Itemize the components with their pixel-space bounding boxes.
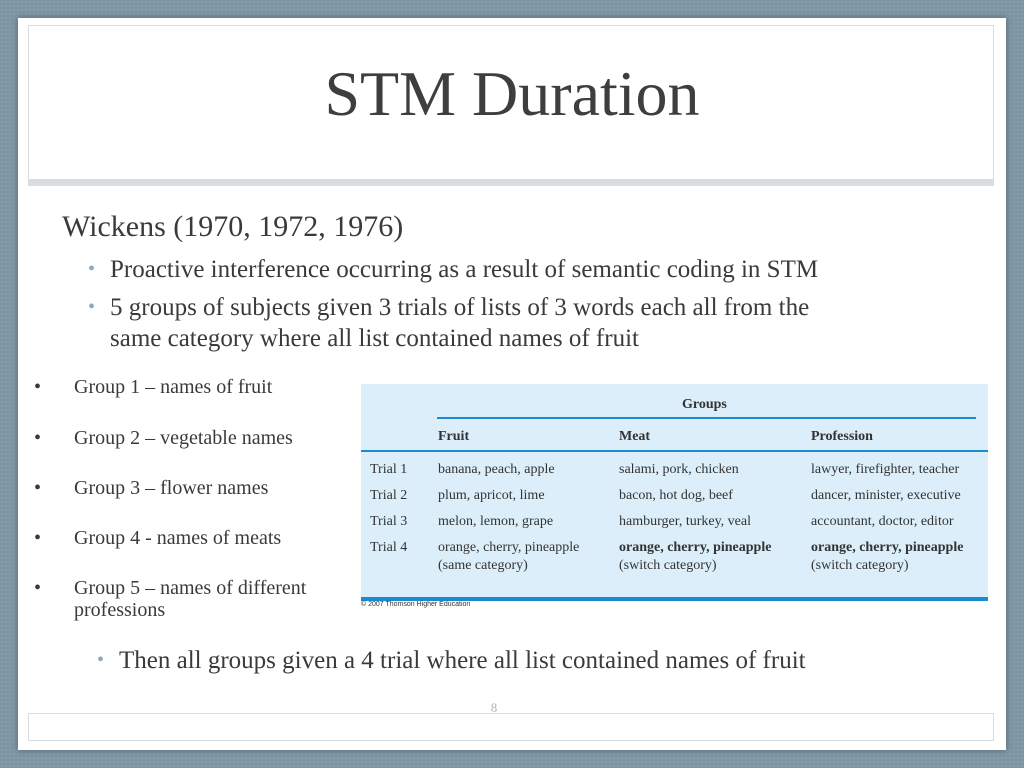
section-heading: Wickens (1970, 1972, 1976) bbox=[62, 210, 404, 243]
page-number: 8 bbox=[490, 700, 498, 715]
bullet-fourth-trial bbox=[97, 645, 806, 676]
copyright-note: © 2007 Thomson Higher Education bbox=[361, 601, 471, 608]
row-label: Trial 3 bbox=[370, 514, 408, 529]
table-cell: plum, apricot, lime bbox=[438, 488, 545, 503]
table-cell: orange, cherry, pineapple bbox=[619, 540, 772, 555]
table-cell-note: (switch category) bbox=[811, 558, 909, 573]
table-cell: accountant, doctor, editor bbox=[811, 514, 954, 529]
table-cell: banana, peach, apple bbox=[438, 462, 555, 477]
table-cell: bacon, hot dog, beef bbox=[619, 488, 733, 503]
row-label: Trial 2 bbox=[370, 488, 408, 503]
bullet-dot-icon: • bbox=[34, 477, 42, 499]
bullet-dot-icon: • bbox=[34, 427, 42, 449]
bullet-dot-icon: • bbox=[34, 376, 42, 398]
table-rule bbox=[361, 450, 988, 452]
table-cell-note: (same category) bbox=[438, 558, 528, 573]
table-cell-note: (switch category) bbox=[619, 558, 717, 573]
bullet-dot-icon: • bbox=[97, 649, 105, 671]
slide-title: STM Duration bbox=[324, 58, 700, 129]
bullet-dot-icon: • bbox=[88, 296, 96, 318]
table-cell: hamburger, turkey, veal bbox=[619, 514, 752, 529]
table-cell: orange, cherry, pineapple bbox=[811, 540, 964, 555]
bullet-text: same category where all list contained names of fruit bbox=[110, 325, 639, 352]
table-cell: melon, lemon, grape bbox=[438, 514, 554, 529]
column-header-profession: Profession bbox=[811, 429, 873, 444]
slide: STM Duration Wickens (1970, 1972, 1976) • Proactive interference occurring as a result of semantic coding in STM • 5 groups of subjects given 3 trials of lists of 3 words each all from the same category where all list contained names of fruit • Group 1 – names of fruit • Group 2 – vegetable names • Group 3 – flower names • Group 4 - names of meats • Group 5 – names of different professions Groups Fruit Meat Profession Trial 1 banana, peach, apple salami, pork, chicken lawyer, firefighter, teacher Trial 2 plum, apricot, lime bacon, hot dog, beef dancer, minister, executive Trial 3 melon, lemon, grape hamburger, turkey, veal accountant, doctor, editor Trial 4 orange, cherry, pineapple (same category) orange, cherry, pineapple (switch category) orange, cherry, pineapple (switch category) © 2007 Thomson Higher Education • Then all groups given a 4 trial where all list contained names of fruit bbox=[18, 18, 1006, 750]
bullet-proactive bbox=[88, 254, 819, 285]
bullet-groups-cont bbox=[110, 323, 639, 354]
bullet-dot-icon: • bbox=[34, 577, 42, 599]
table-cell: dancer, minister, executive bbox=[811, 488, 961, 503]
row-label: Trial 1 bbox=[370, 462, 408, 477]
table-rule bbox=[437, 417, 976, 419]
bullet-dot-icon: • bbox=[34, 527, 42, 549]
bullet-text: Proactive interference occurring as a result of semantic coding in STM bbox=[110, 256, 819, 283]
row-label: Trial 4 bbox=[370, 540, 408, 555]
table-groups-header: Groups bbox=[682, 397, 727, 412]
table-cell: orange, cherry, pineapple bbox=[438, 540, 580, 555]
wickens-table bbox=[361, 384, 988, 601]
bullet-text: 5 groups of subjects given 3 trials of lists of 3 words each all from the bbox=[110, 294, 810, 321]
title-divider bbox=[28, 179, 994, 186]
column-header-meat: Meat bbox=[619, 429, 651, 444]
bullet-dot-icon: • bbox=[88, 258, 96, 280]
column-header-fruit: Fruit bbox=[438, 429, 470, 444]
bullet-groups bbox=[88, 292, 810, 323]
bullet-text: Then all groups given a 4 trial where all list contained names of fruit bbox=[119, 647, 806, 674]
table-cell: lawyer, firefighter, teacher bbox=[811, 462, 960, 477]
table-cell: salami, pork, chicken bbox=[619, 462, 739, 477]
footer-frame bbox=[28, 713, 994, 741]
